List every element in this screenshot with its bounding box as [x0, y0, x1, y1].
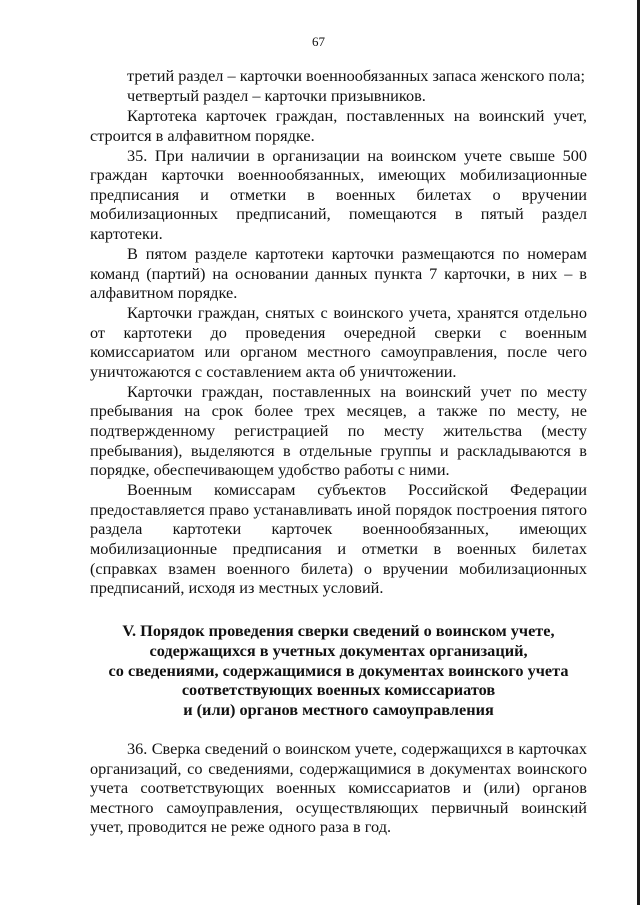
- section-heading-line: V. Порядок проведения сверки сведений о воинском учете,: [122, 621, 555, 640]
- paragraph: 36. Сверка сведений о воинском учете, содержащихся в карточках организаций, со сведениями, содержащимися в документах воинского учета соответствующих военных комиссариатов и (или) органов местного самоуправления, осуществляющих первичный воинский учет, проводится не реже одного раза в год.: [90, 739, 587, 837]
- paragraph: 35. При наличии в организации на воинском учете свыше 500 граждан карточки военнообязанных, имеющих мобилизационные предписания и отметки в военных билетах о вручении мобилизационных предписаний, помещаются в пятый раздел картотеки.: [90, 145, 587, 243]
- section-heading-line: соответствующих военных комиссариатов: [181, 680, 496, 700]
- paragraph: Картотека карточек граждан, поставленных на воинский учет, строится в алфавитном порядке.: [90, 105, 587, 145]
- page-number: 67: [312, 34, 325, 49]
- body-text: [90, 66, 587, 598]
- section-heading-line: содержащихся в учетных документах организаций,: [149, 640, 528, 660]
- paragraph: третий раздел – карточки военнообязанных запаса женского пола;: [127, 66, 586, 85]
- scan-mark: `: [571, 815, 575, 826]
- paragraph: Карточки граждан, поставленных на воинский учет по месту пребывания на срок более трех месяцев, а также по месту, не подтвержденному регистрацией по месту жительства (месту пребывания), выделяются в отдельные группы и раскладываются в порядке, обеспечивающем удобство работы с ними.: [90, 381, 587, 480]
- section-heading: [90, 621, 587, 720]
- section-heading-line: и (или) органов местного самоуправления: [183, 700, 494, 720]
- section-heading-line: со сведениями, содержащимися в документах воинского учета: [108, 660, 569, 680]
- paragraph: Карточки граждан, снятых с воинского учета, хранятся отдельно от картотеки до проведения очередной сверки с военным комиссариатом или органом местного самоуправления, после чего уничтожаются с составлением акта об уничтожении.: [90, 303, 587, 381]
- paragraph: В пятом разделе картотеки карточки размещаются по номерам команд (партий) на основании данных пункта 7 карточки, в них – в алфавитном порядке.: [90, 243, 587, 303]
- section-body: [90, 739, 587, 837]
- paragraph: четвертый раздел – карточки призывников.: [127, 85, 426, 105]
- paragraph: Военным комиссарам субъектов Российской Федерации предоставляется право устанавливать иной порядок построения пятого раздела картотеки карточек военнообязанных, имеющих мобилизационные предписания и отметки в военных билетах (справках взамен военного билета) о вручении мобилизационных предписаний, исходя из местных условий.: [90, 480, 587, 598]
